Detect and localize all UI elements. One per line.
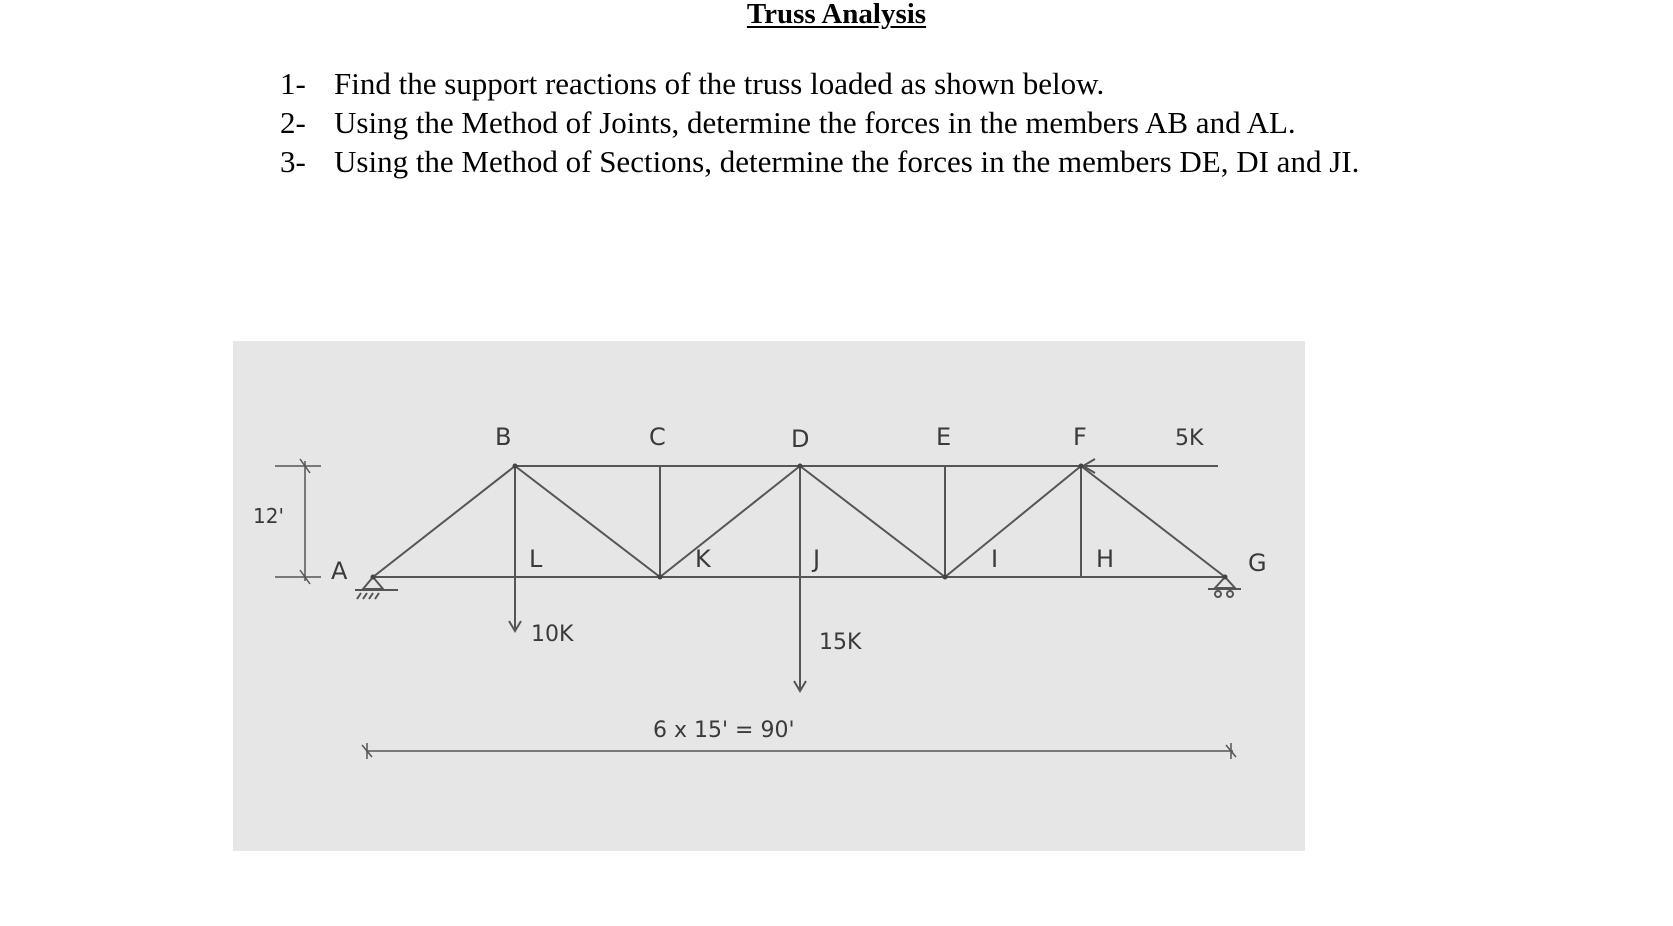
span-dimension	[362, 743, 1236, 759]
load-arrow-b	[509, 577, 521, 631]
joint-f	[1079, 464, 1084, 469]
pin-support-icon	[355, 577, 398, 599]
label-k: K	[695, 545, 711, 573]
task-item-2	[280, 103, 1430, 142]
label-i: I	[991, 545, 999, 573]
member-di	[800, 466, 945, 577]
task-item-1	[280, 64, 1430, 103]
label-g: G	[1248, 549, 1267, 577]
span-label: 6 x 15' = 90'	[653, 718, 795, 743]
task-number: 3-	[280, 144, 306, 179]
document-title: Truss Analysis	[746, 0, 927, 30]
task-number: 2-	[280, 105, 306, 140]
task-number: 1-	[280, 66, 306, 101]
label-l: L	[529, 545, 543, 573]
member-ab	[373, 466, 515, 577]
joint-a	[371, 575, 376, 580]
load-label-f: 5K	[1175, 426, 1204, 451]
task-text: Find the support reactions of the truss loaded as shown below.	[334, 66, 1105, 101]
load-arrow-f	[1081, 459, 1218, 473]
task-text: Using the Method of Joints, determine the forces in the members AB and AL.	[334, 105, 1296, 140]
label-c: C	[649, 423, 666, 451]
label-d: D	[791, 425, 810, 453]
task-list	[280, 64, 1430, 181]
label-j: J	[813, 545, 821, 573]
joint-g	[1223, 575, 1228, 580]
member-kd	[660, 466, 800, 577]
label-a: A	[331, 557, 348, 585]
roller-support-icon	[1208, 577, 1241, 597]
task-text: Using the Method of Sections, determine the forces in the members DE, DI and JI.	[334, 144, 1360, 179]
joint-d	[798, 464, 803, 469]
truss-diagram	[233, 341, 1305, 851]
load-arrow-d	[794, 577, 806, 691]
member-if	[945, 466, 1081, 577]
label-h: H	[1096, 545, 1115, 573]
joint-k	[658, 575, 663, 580]
joint-i	[943, 575, 948, 580]
label-e: E	[936, 423, 952, 451]
height-label: 12'	[253, 504, 284, 528]
joint-b	[513, 464, 518, 469]
label-f: F	[1073, 423, 1087, 451]
truss-figure	[233, 341, 1305, 851]
task-item-3	[280, 142, 1430, 181]
load-label-b: 10K	[531, 622, 574, 647]
load-label-d: 15K	[819, 630, 862, 655]
label-b: B	[495, 423, 512, 451]
